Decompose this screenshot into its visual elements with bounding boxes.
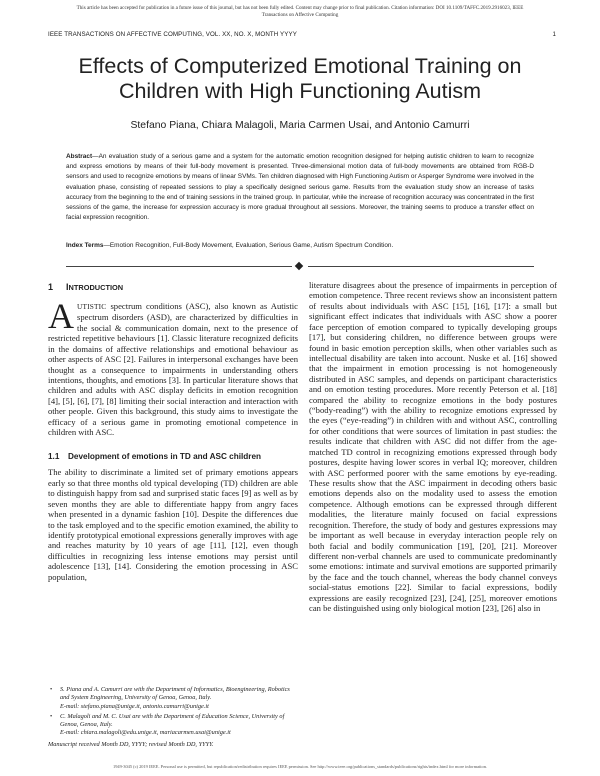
footnote-bullet: • xyxy=(50,686,53,693)
paper-title-line2: Children with High Functioning Autism xyxy=(118,79,482,103)
footnote-1-email: E-mail: stefano.piana@unige.it, antonio.camurri@unige.it xyxy=(60,702,209,710)
footnote-bullet: • xyxy=(50,712,53,720)
page-number: 1 xyxy=(552,31,556,38)
left-column xyxy=(48,280,298,582)
diamond-icon xyxy=(295,261,303,269)
subsection-title: Development of emotions in TD and ASC children xyxy=(68,452,262,462)
journal-name: IEEE TRANSACTIONS ON AFFECTIVE COMPUTING, VOL. XX, NO. X, MONTH YYYY xyxy=(48,31,297,38)
index-terms-text: —Emotion Recognition, Full-Body Movement, Evaluation, Serious Game, Autism Spectrum Condition. xyxy=(103,242,394,249)
publication-notice-line2: Transactions on Affective Computing xyxy=(261,12,339,18)
drop-cap: A xyxy=(48,296,74,336)
abstract xyxy=(66,152,534,223)
footnote-1-text: S. Piana and A. Camurri are with the Department of Informatics, Bioengineering, Robotics and System Engineering, University of Genoa, Genoa, Italy. xyxy=(60,686,290,702)
subsection-heading xyxy=(48,451,298,467)
copyright-notice: 1949-3045 (c) 2019 IEEE. Personal use is permitted, but republication/redistribution requires IEEE permission. See http://www.ieee.org/publications_standards/publications/rights/index.html for more information. xyxy=(113,764,487,769)
paper-title-line1: Effects of Computerized Emotional Training on xyxy=(78,54,522,78)
running-head xyxy=(48,31,556,38)
paper-title xyxy=(40,54,560,104)
publication-notice xyxy=(0,5,600,19)
intro-paragraph-text: spectrum conditions (ASC), also known as Autistic spectrum disorders (ASD), are characterized by difficulties in the social & communication domain, next to the presence of restricted repetitive behaviours [1]. Classic literature recognized deficits in the domains of affective relationships and emotional behaviour as other aspects of ASC [2]. Failures in interpersonal exchanges have been thought as a consequence to impairments in understanding others intentions, thoughts, and emotions [3]. In particular literature shows that children and adults with ASC display deficits in emotion recognition [4], [5], [6], [7], [8] limiting their social interaction and interaction with other people. Given this background, this study aims to investigate the efficacy of a serious game in promoting emotional competence in children with ASC. xyxy=(48,301,298,438)
section-heading xyxy=(48,281,298,301)
footnote-1 xyxy=(48,686,298,711)
footnote-2 xyxy=(48,713,298,738)
right-column-paragraph: literature disagrees about the presence of impairments in perception of emotion competence. Three recent reviews show an inconsistent pattern of results about individuals with ASC [15], [16], [17]: a small but significant effect indicates that individuals with ASC show a poorer face perception of emotion compared to typically developing groups [17], but considering children, no difference between groups were found in basic emotion perception skills, when other variables such as intellectual disability are taken into account. Nuske et al. [16] showed that the impairment in emotion processing is not homogeneously distributed in ASC samples, and depends on participant characteristics and on emotion testing procedures. More recently Peterson et al. [18] compared the ability to recognize emotions in the body postures (“body-reading”) with the ability to recognize emotions expressed by the eyes (“eye-reading”) in children with and without ASC, controlling for other conditions that were sources of limitation in past studies: the results indicate that children with ASC did not differ from the age-matched TD control in recognizing emotions expressed through body postures, despite having lower scores in verbal IQ; moreover, children with ASC performed poorer with the same emotions by eye-reading. These results show that the ASC impairment in decoding others basic emotions depends also on the modality used to assess the emotion competence. Although emotions can be expressed through different modalities, the literature mainly focused on facial expressions recognition. Therefore, the study of body and gestures expressions may be important as well because in everyday interaction people rely on both facial and bodily communication [19], [20], [21]. Moreover different non-verbal channels are used to communicate predominantly some emotions: intimate and survival emotions are supported primarily by the face and the touch channel, whereas the body channel conveys social-status emotions [22]. Similar to facial expressions, bodily expressions are easily recognized [23], [24], [25], moreover emotions can be distinguished using only biological motion [23], [26] also in xyxy=(309,280,557,614)
manuscript-dates: Manuscript received Month DD, YYYY; revised Month DD, YYYY. xyxy=(48,740,214,748)
footnote-2-text: C. Malagoli and M. C. Usai are with the Department of Education Science, University of Genoa, Genoa, Italy. xyxy=(60,712,285,729)
intro-paragraph xyxy=(48,296,298,438)
section-title-rest: NTRODUCTION xyxy=(68,283,124,292)
author-list: Stefano Piana, Chiara Malagoli, Maria Carmen Usai, and Antonio Camurri xyxy=(130,120,470,131)
right-column xyxy=(309,280,557,614)
footnote-2-email: E-mail: chiara.malagoli@edu.unige.it, mariacarmen.usai@unige.it xyxy=(60,729,231,737)
section-number: 1 xyxy=(48,282,54,292)
index-terms-label: Index Terms xyxy=(66,242,104,249)
section-title-initial: I xyxy=(66,282,69,292)
section-divider xyxy=(66,262,534,270)
subsection-paragraph: The ability to discriminate a limited set of primary emotions appears early so that three months old typical developing (TD) children are able to distinguish happy from sad and surprised static faces [9] as well as by seven months they are able to differentiate happy from angry faces when presented in a dynamic fashion [10]. Despite the differences due to the task employed and to the specific emotion examined, the ability to identify prototypical emotional expressions generally improves with age and reaches maturity by 10 years of age [11], [12], even though difficulties in recognizing less intense emotions may persist until adolescence [13], [14]. Considering the emotion processing in ASC population, xyxy=(48,467,298,582)
divider-line-right xyxy=(308,266,534,267)
index-terms xyxy=(66,241,534,251)
footnotes xyxy=(48,686,298,749)
subsection-number: 1.1 xyxy=(48,452,60,462)
lead-smallcaps: UTISTIC xyxy=(77,302,107,311)
divider-line-left xyxy=(66,266,292,267)
abstract-label: Abstract xyxy=(66,153,93,160)
abstract-text: —An evaluation study of a serious game and a system for the automatic emotion recognition designed for helping autistic children to learn to recognize and express emotions by means of their full-body movement is presented. Three-dimensional motion data of full-body movements are obtained from RGB-D sensors and used to recognize emotions by means of linear SVMs. Ten children diagnosed with High Functioning Autism or Asperger Syndrome were involved in the evaluation phase, consisting of repeated sessions to play a specifically designed serious game. Results from the evaluation study show an increase of tasks accuracy from the beginning to the end of training sessions in the trained group. In particular, while the increase of recognition accuracy was concentrated in the first sessions of the game, the increase for expression accuracy is more gradual throughout all sessions. Moreover, the training seems to produce a transfer effect on facial expression recognition. xyxy=(66,153,534,222)
publication-notice-line1: This article has been accepted for publication in a future issue of this journal, but has not been fully edited. Content may change prior to final publication. Citation information: DOI 10.1109/TAFFC.2019.2916023, IEEE xyxy=(76,5,524,11)
